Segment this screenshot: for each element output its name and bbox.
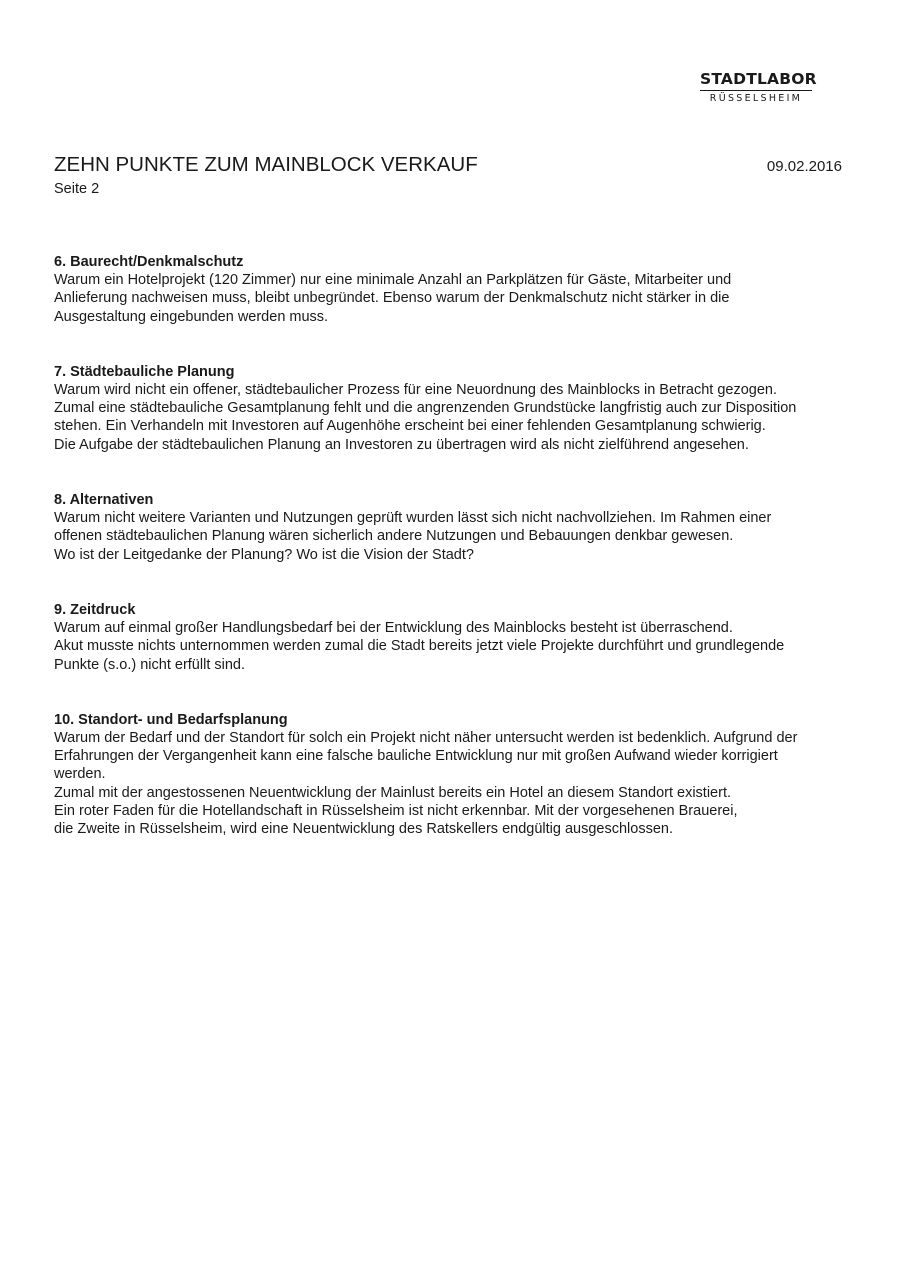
section <box>54 491 854 564</box>
paragraph-line: Warum wird nicht ein offener, städtebaulicher Prozess für eine Neuordnung des Mainblocks in Betracht gezogen. <box>54 381 777 398</box>
section <box>54 601 854 674</box>
stadtlabor-logo <box>700 70 817 105</box>
paragraph-line: Punkte (s.o.) nicht erfüllt sind. <box>54 656 245 673</box>
paragraph-line: Anlieferung nachweisen muss, bleibt unbegründet. Ebenso warum der Denkmalschutz nicht stärker in die <box>54 290 730 307</box>
paragraph-line: stehen. Ein Verhandeln mit Investoren auf Augenhöhe erscheint bei einer fehlenden Gesamtplanung schwierig. <box>54 418 766 435</box>
paragraph-line: werden. <box>54 766 106 783</box>
logo-subline: RÜSSELSHEIM <box>709 93 803 104</box>
paragraph-line: die Zweite in Rüsselsheim, wird eine Neuentwicklung des Ratskellers endgültig ausgeschlossen. <box>54 821 673 838</box>
logo-wordmark: STADTLABOR <box>700 70 812 91</box>
paragraph-line: Zumal eine städtebauliche Gesamtplanung fehlt und die angrenzenden Grundstücke langfristig auch zur Disposition <box>54 400 797 417</box>
document-date: 09.02.2016 <box>766 158 842 175</box>
section-heading: 10. Standort- und Bedarfsplanung <box>54 711 288 728</box>
paragraph-line: Ein roter Faden für die Hotellandschaft in Rüsselsheim ist nicht erkennbar. Mit der vorgesehenen Brauerei, <box>54 803 738 820</box>
section <box>54 363 854 454</box>
paragraph-line: Warum auf einmal großer Handlungsbedarf bei der Entwicklung des Mainblocks besteht ist überraschend. <box>54 619 733 636</box>
section-heading: 9. Zeitdruck <box>54 601 136 618</box>
section <box>54 253 854 326</box>
section <box>54 711 854 839</box>
paragraph-line: Warum nicht weitere Varianten und Nutzungen geprüft wurden lässt sich nicht nachvollziehen. Im Rahmen einer <box>54 510 772 527</box>
paragraph-line: Erfahrungen der Vergangenheit kann eine falsche bauliche Entwicklung nur mit großen Aufwand wieder korrigiert <box>54 748 778 765</box>
paragraph-line: Zumal mit der angestossenen Neuentwicklung der Mainlust bereits ein Hotel an diesem Standort existiert. <box>54 784 732 801</box>
paragraph-line: offenen städtebaulichen Planung wären sicherlich andere Nutzungen und Bebauungen denkbar gewesen. <box>54 528 734 545</box>
section-heading: 8. Alternativen <box>54 492 154 509</box>
document-body <box>54 253 854 876</box>
paragraph-line: Akut musste nichts unternommen werden zumal die Stadt bereits jetzt viele Projekte durchführt und grundlegende <box>54 638 785 655</box>
paragraph-line: Warum ein Hotelprojekt (120 Zimmer) nur eine minimale Anzahl an Parkplätzen für Gäste, Mitarbeiter und <box>54 272 732 288</box>
paragraph-line: Wo ist der Leitgedanke der Planung? Wo ist die Vision der Stadt? <box>54 546 474 563</box>
paragraph-line: Die Aufgabe der städtebaulichen Planung an Investoren zu übertragen wird als nicht zielführend angesehen. <box>54 436 749 453</box>
section-heading: 6. Baurecht/Denkmalschutz <box>54 254 244 270</box>
paragraph-line: Warum der Bedarf und der Standort für solch ein Projekt nicht näher untersucht werden ist bedenklich. Aufgrund der <box>54 729 798 746</box>
paragraph-line: Ausgestaltung eingebunden werden muss. <box>54 308 329 325</box>
document-title: ZEHN PUNKTE ZUM MAINBLOCK VERKAUF <box>54 153 478 176</box>
section-heading: 7. Städtebauliche Planung <box>54 363 235 380</box>
page-number: Seite 2 <box>54 181 100 197</box>
